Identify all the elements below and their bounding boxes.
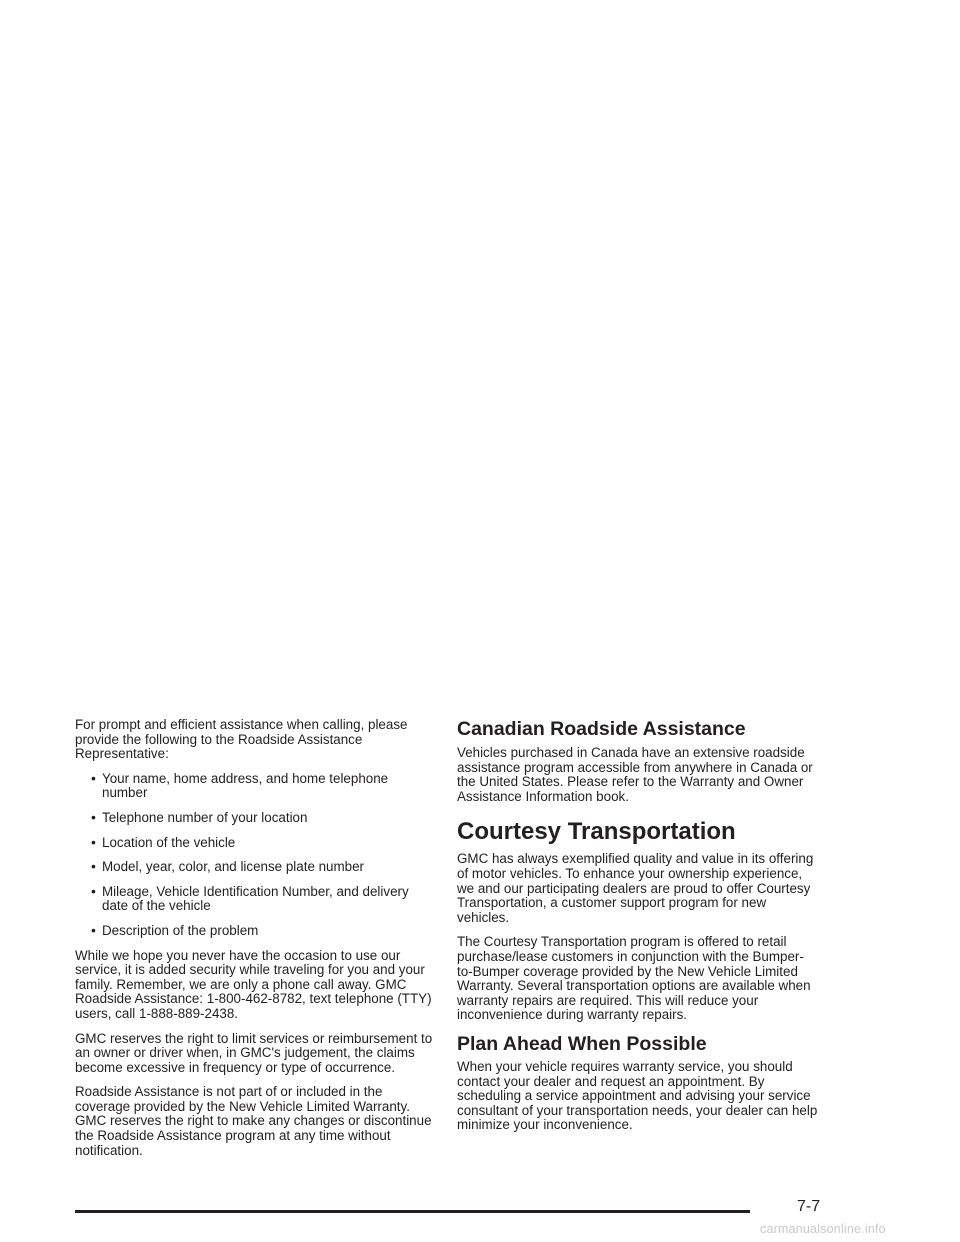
courtesy-transportation-heading: Courtesy Transportation [457, 818, 736, 846]
info-checklist [75, 769, 437, 939]
list-item: • Mileage, Vehicle Identification Number, and delivery date of the vehicle [91, 882, 409, 914]
limit-services-paragraph: GMC reserves the right to limit services or reimbursement to an owner or driver when, in GMC's judgement, the claims become excessive in frequency or type of occurrence. [75, 1030, 433, 1075]
list-item: • Telephone number of your location [91, 808, 308, 825]
courtesy-intro-paragraph: GMC has always exemplified quality and value in its offering of motor vehicles. To enhance your ownership experience, we and our participating dealers are proud to offer Courtesy Transportation, a customer support program for new vehicles. [457, 851, 814, 925]
plan-ahead-heading: Plan Ahead When Possible [457, 1032, 707, 1055]
list-item: • Your name, home address, and home telephone number [91, 769, 389, 801]
canadian-roadside-heading: Canadian Roadside Assistance [457, 718, 746, 740]
intro-paragraph: For prompt and efficient assistance when calling, please provide the following to the Roadside Assistance Representative: [75, 717, 408, 762]
plan-ahead-paragraph: When your vehicle requires warranty service, you should contact your dealer and request an appointment. By scheduling a service appointment and advising your service consultant of your transportation needs, your dealer can help minimize your inconvenience. [457, 1058, 818, 1133]
warranty-note-paragraph: Roadside Assistance is not part of or included in the coverage provided by the New Vehicle Limited Warranty. GMC reserves the right to make any changes or discontinue the Roadside Assistance program at any time without notification. [75, 1084, 432, 1158]
list-item: • Model, year, color, and license plate number [91, 858, 365, 875]
security-paragraph: While we hope you never have the occasion to use our service, it is added security while traveling for you and your family. Remember, we are only a phone call away. GMC Roadside Assistance: 1-800-462-8782, text telephone (TTY) users, call 1-888-889-2438. [75, 947, 432, 1021]
courtesy-program-paragraph: The Courtesy Transportation program is offered to retail purchase/lease customers in conjunction with the Bumper-to-Bumper coverage provided by the New Vehicle Limited Warranty. Several transportation options are available when warranty repairs are required. This will reduce your inconvenience during warranty repairs. [457, 934, 811, 1023]
list-item: • Description of the problem [91, 921, 259, 938]
footer-rule [75, 1210, 750, 1213]
left-column [75, 718, 437, 1168]
bullet-icon: • [91, 769, 96, 786]
bullet-icon: • [91, 833, 96, 850]
bullet-icon: • [91, 921, 96, 938]
bullet-icon: • [91, 858, 96, 875]
page-number: 7-7 [797, 1198, 821, 1215]
list-item: • Location of the vehicle [91, 833, 236, 850]
bullet-icon: • [91, 882, 96, 899]
right-column [457, 718, 819, 1143]
watermark: carmanualsonline.info [760, 1222, 886, 1236]
bullet-icon: • [91, 808, 96, 825]
canadian-roadside-paragraph: Vehicles purchased in Canada have an extensive roadside assistance program accessible from anywhere in Canada or the United States. Please refer to the Warranty and Owner Assistance Information book. [457, 745, 813, 804]
